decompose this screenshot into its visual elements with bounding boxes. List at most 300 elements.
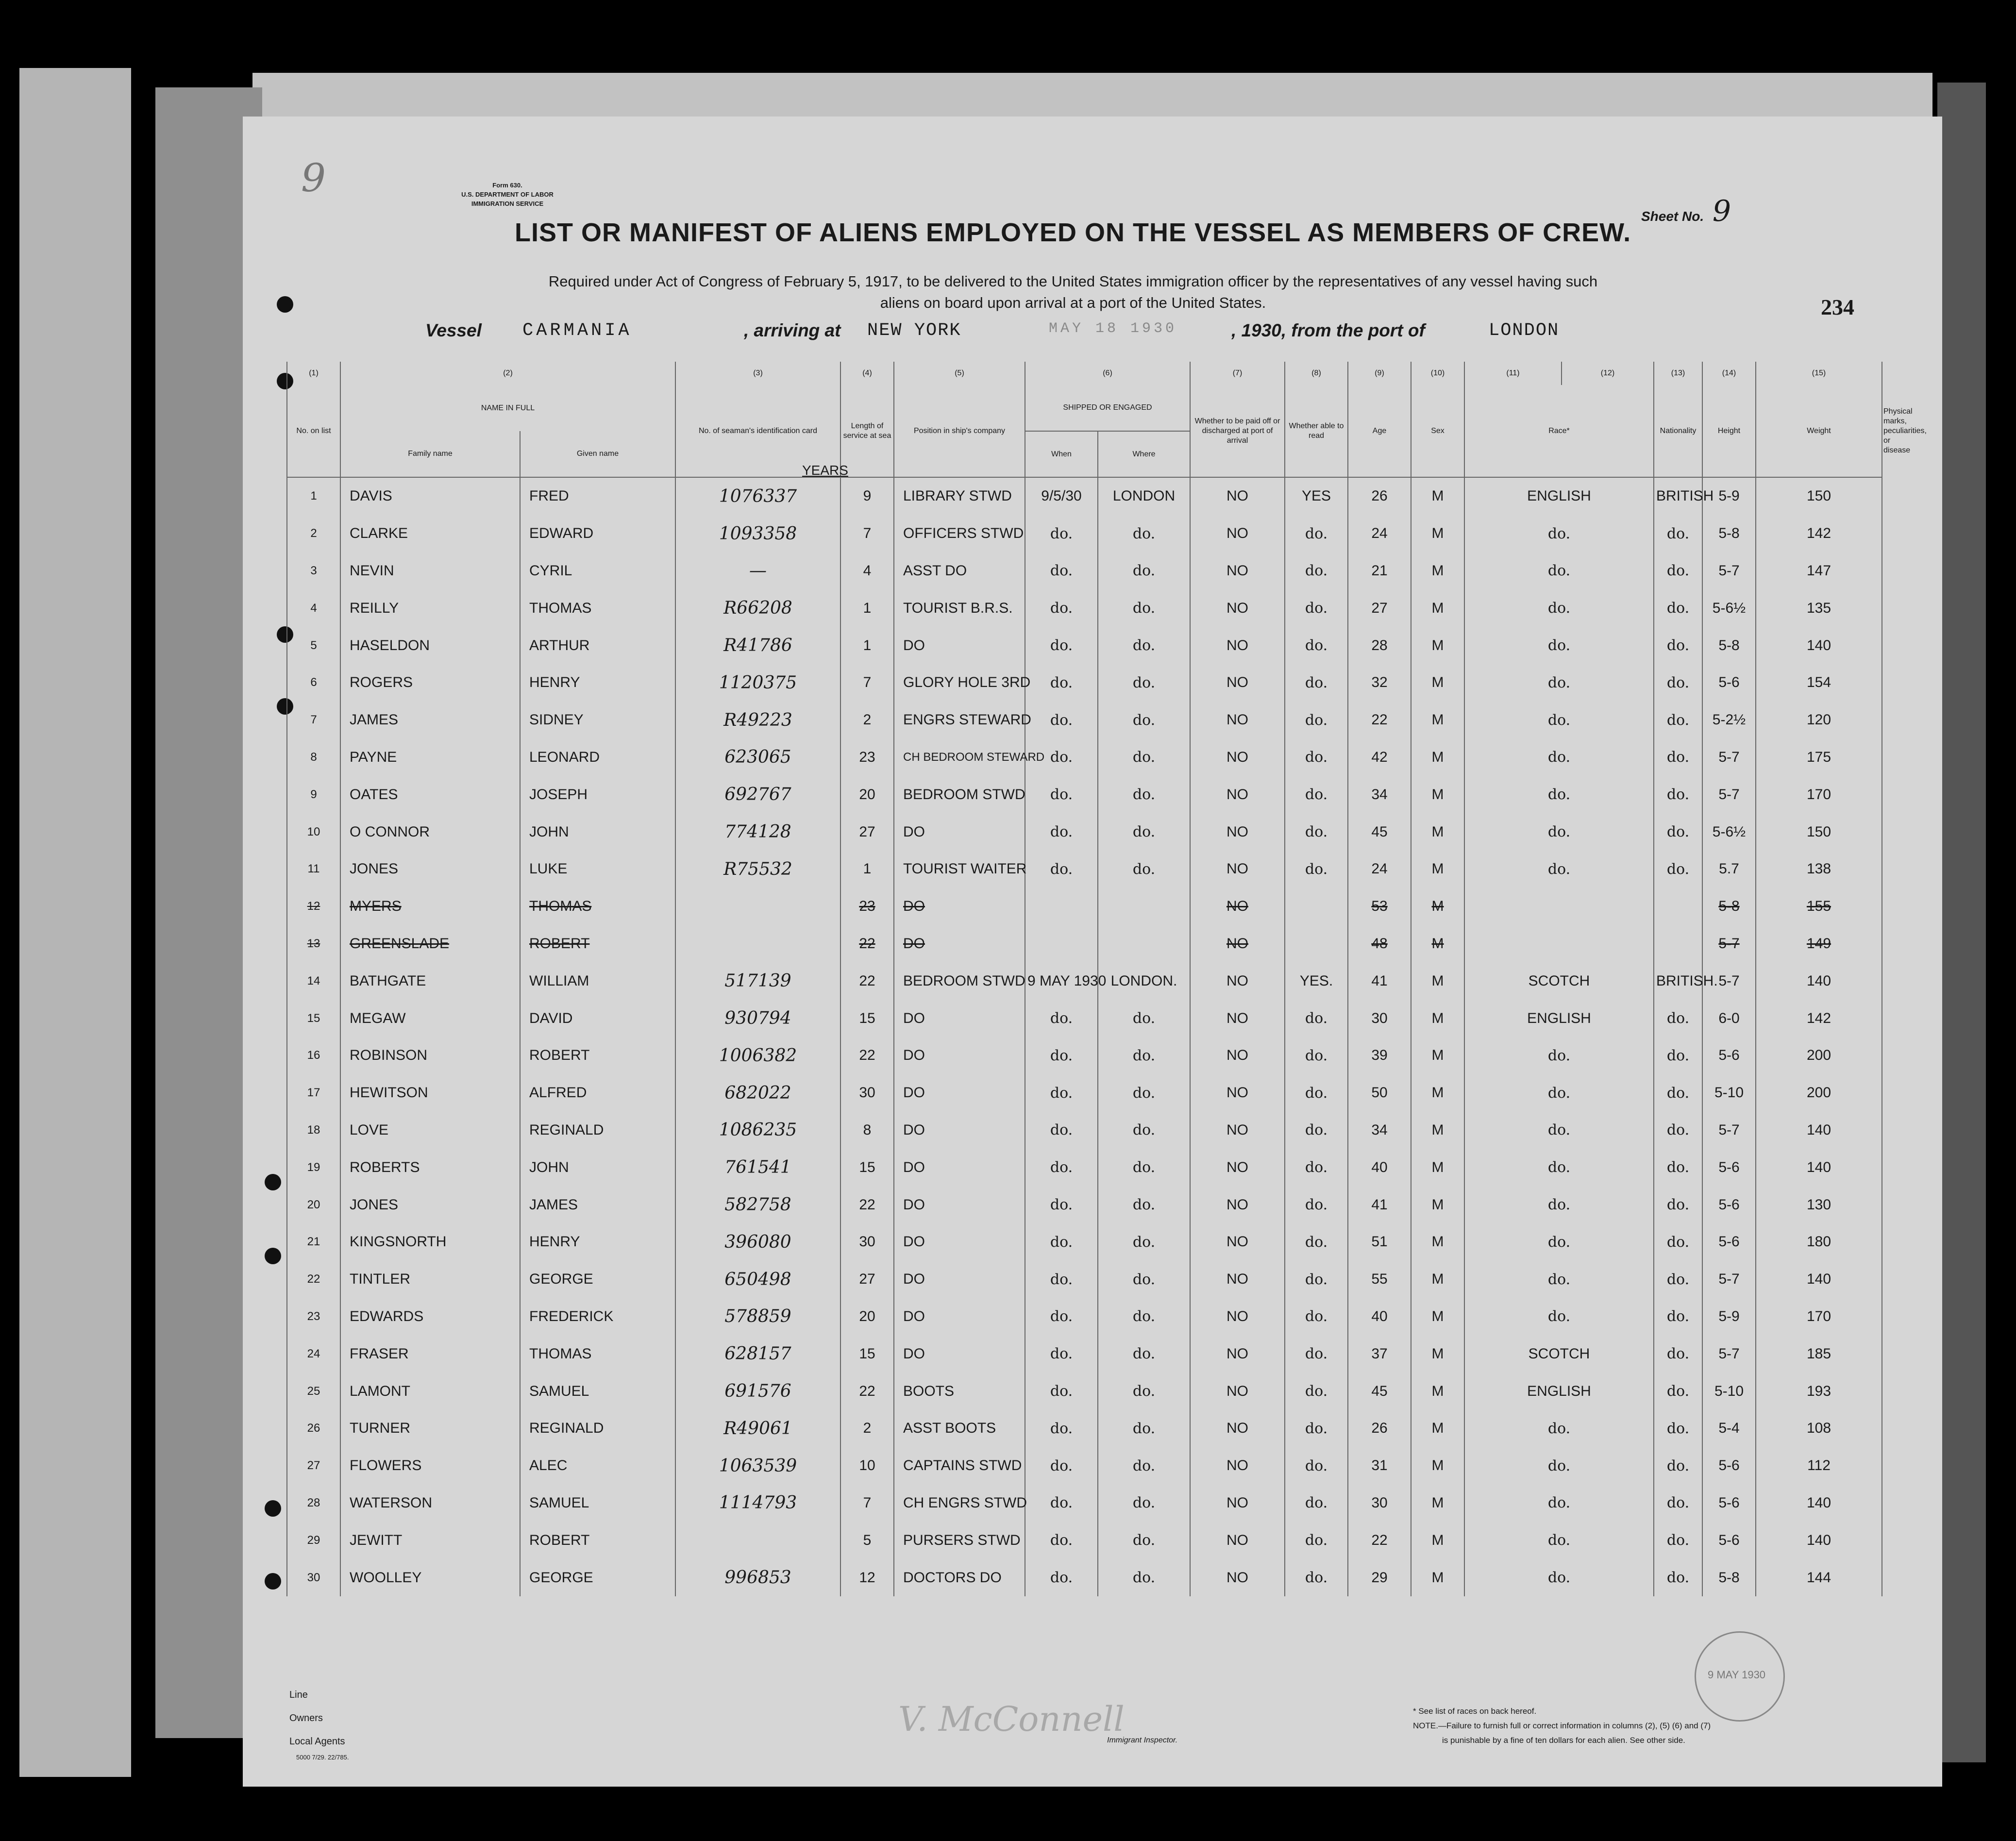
cell-row-number: 2 bbox=[287, 515, 340, 552]
cell-seaman-card: 691576 bbox=[675, 1372, 840, 1410]
col-num: (3) bbox=[675, 362, 840, 385]
cell-given-name: EDWARD bbox=[520, 515, 675, 552]
col-num: (8) bbox=[1285, 362, 1348, 385]
cell-race: do. bbox=[1464, 1447, 1654, 1485]
cell-seaman-card: 623065 bbox=[675, 739, 840, 776]
table-row bbox=[287, 664, 1882, 702]
cell-height: 5-6 bbox=[1702, 1522, 1756, 1559]
cell-given-name: FREDERICK bbox=[520, 1298, 675, 1336]
cell-able-read: do. bbox=[1285, 1112, 1348, 1149]
cell-able-read: do. bbox=[1285, 1037, 1348, 1074]
cell-row-number: 15 bbox=[287, 1000, 340, 1037]
cell-shipped-where: do. bbox=[1098, 627, 1190, 664]
cell-able-read: do. bbox=[1285, 813, 1348, 851]
cell-row-number: 10 bbox=[287, 813, 340, 851]
cell-able-read bbox=[1285, 888, 1348, 925]
cell-sex: M bbox=[1411, 552, 1464, 590]
cell-nationality: do. bbox=[1654, 589, 1702, 627]
cell-nationality: do. bbox=[1654, 776, 1702, 813]
cell-able-read: do. bbox=[1285, 1447, 1348, 1485]
cell-family-name: NEVIN bbox=[340, 552, 520, 590]
cell-shipped-where: do. bbox=[1098, 664, 1190, 702]
cell-row-number: 29 bbox=[287, 1522, 340, 1559]
cell-seaman-card: 761541 bbox=[675, 1149, 840, 1186]
crew-manifest-table bbox=[286, 362, 1882, 1596]
cell-seaman-card: 1006382 bbox=[675, 1037, 840, 1074]
form-identification bbox=[427, 181, 588, 208]
cell-height: 5-8 bbox=[1702, 888, 1756, 925]
cell-able-read: do. bbox=[1285, 1186, 1348, 1223]
table-row bbox=[287, 1410, 1882, 1447]
cell-given-name: ARTHUR bbox=[520, 627, 675, 664]
cell-row-number: 30 bbox=[287, 1559, 340, 1596]
cell-race: do. bbox=[1464, 664, 1654, 702]
cell-seaman-card: R41786 bbox=[675, 627, 840, 664]
cell-shipped-when: do. bbox=[1025, 1447, 1098, 1485]
table-row bbox=[287, 515, 1882, 552]
cell-paid-off: NO bbox=[1190, 1372, 1285, 1410]
cell-sex: M bbox=[1411, 925, 1464, 963]
cell-height: 5-7 bbox=[1702, 552, 1756, 590]
cell-family-name: FRASER bbox=[340, 1335, 520, 1372]
cell-family-name: TURNER bbox=[340, 1410, 520, 1447]
cell-shipped-where: do. bbox=[1098, 813, 1190, 851]
cell-family-name: WOOLLEY bbox=[340, 1559, 520, 1596]
cell-service-years: 27 bbox=[840, 813, 894, 851]
header-given-name: Given name bbox=[520, 431, 675, 477]
col-num: (15) bbox=[1756, 362, 1882, 385]
table-row bbox=[287, 1149, 1882, 1186]
year-label: , 1930, from the port of bbox=[1231, 320, 1425, 340]
cell-paid-off: NO bbox=[1190, 925, 1285, 963]
cell-family-name: ROBERTS bbox=[340, 1149, 520, 1186]
cell-seaman-card bbox=[675, 925, 840, 963]
cell-service-years: 22 bbox=[840, 925, 894, 963]
cell-service-years: 2 bbox=[840, 702, 894, 739]
cell-seaman-card: R75532 bbox=[675, 851, 840, 888]
cell-paid-off: NO bbox=[1190, 1447, 1285, 1485]
arrival-date-stamp: MAY 18 1930 bbox=[1049, 320, 1177, 337]
cell-service-years: 1 bbox=[840, 851, 894, 888]
cell-given-name: ROBERT bbox=[520, 1037, 675, 1074]
cell-able-read: do. bbox=[1285, 702, 1348, 739]
header-age: Age bbox=[1348, 385, 1411, 477]
cell-age: 50 bbox=[1348, 1074, 1411, 1112]
cell-row-number: 5 bbox=[287, 627, 340, 664]
cell-shipped-when: do. bbox=[1025, 552, 1098, 590]
cell-shipped-when: do. bbox=[1025, 1522, 1098, 1559]
cell-height: 5-7 bbox=[1702, 776, 1756, 813]
cell-shipped-where: do. bbox=[1098, 1485, 1190, 1522]
col-num: (13) bbox=[1654, 362, 1702, 385]
cell-given-name: SAMUEL bbox=[520, 1485, 675, 1522]
cell-shipped-when: do. bbox=[1025, 1223, 1098, 1261]
cell-race bbox=[1464, 925, 1654, 963]
cell-age: 29 bbox=[1348, 1559, 1411, 1596]
cell-age: 22 bbox=[1348, 702, 1411, 739]
cell-position: TOURIST WAITER bbox=[894, 851, 1025, 888]
header-nationality: Nationality bbox=[1654, 385, 1702, 477]
cell-position: DO bbox=[894, 1223, 1025, 1261]
cell-service-years: 1 bbox=[840, 627, 894, 664]
cell-seaman-card bbox=[675, 1522, 840, 1559]
cell-weight: 175 bbox=[1756, 739, 1882, 776]
cell-race: do. bbox=[1464, 1112, 1654, 1149]
cell-shipped-where: do. bbox=[1098, 739, 1190, 776]
cell-shipped-when: do. bbox=[1025, 1037, 1098, 1074]
cell-sex: M bbox=[1411, 1186, 1464, 1223]
header-sex: Sex bbox=[1411, 385, 1464, 477]
vessel-row bbox=[425, 320, 1863, 341]
cell-service-years: 5 bbox=[840, 1522, 894, 1559]
cell-race: do. bbox=[1464, 1186, 1654, 1223]
cell-paid-off: NO bbox=[1190, 739, 1285, 776]
cell-shipped-where: do. bbox=[1098, 1074, 1190, 1112]
cell-weight: 112 bbox=[1756, 1447, 1882, 1485]
cell-row-number: 18 bbox=[287, 1112, 340, 1149]
cell-nationality: do. bbox=[1654, 1149, 1702, 1186]
cell-nationality: do. bbox=[1654, 851, 1702, 888]
cell-paid-off: NO bbox=[1190, 1522, 1285, 1559]
cell-able-read: do. bbox=[1285, 1522, 1348, 1559]
cell-age: 42 bbox=[1348, 739, 1411, 776]
cell-height: 6-0 bbox=[1702, 1000, 1756, 1037]
cell-nationality: do. bbox=[1654, 702, 1702, 739]
cell-service-years: 7 bbox=[840, 515, 894, 552]
cell-race: do. bbox=[1464, 1074, 1654, 1112]
table-row bbox=[287, 776, 1882, 813]
cell-able-read: do. bbox=[1285, 1149, 1348, 1186]
cell-shipped-when: 9 MAY 1930 bbox=[1025, 962, 1098, 1000]
cell-given-name: LEONARD bbox=[520, 739, 675, 776]
cell-race: do. bbox=[1464, 1485, 1654, 1522]
cell-height: 5-8 bbox=[1702, 515, 1756, 552]
cell-shipped-when: 9/5/30 bbox=[1025, 477, 1098, 515]
cell-row-number: 16 bbox=[287, 1037, 340, 1074]
cell-shipped-when: do. bbox=[1025, 813, 1098, 851]
cell-shipped-when: do. bbox=[1025, 739, 1098, 776]
cell-race: ENGLISH bbox=[1464, 1000, 1654, 1037]
cell-sex: M bbox=[1411, 1410, 1464, 1447]
cell-nationality: do. bbox=[1654, 515, 1702, 552]
cell-height: 5-6 bbox=[1702, 1037, 1756, 1074]
cell-paid-off: NO bbox=[1190, 813, 1285, 851]
department-name: U.S. DEPARTMENT OF LABOR bbox=[461, 191, 554, 198]
table-row bbox=[287, 1485, 1882, 1522]
cell-given-name: THOMAS bbox=[520, 888, 675, 925]
cell-service-years: 20 bbox=[840, 1298, 894, 1336]
cell-age: 30 bbox=[1348, 1485, 1411, 1522]
cell-shipped-where: LONDON bbox=[1098, 477, 1190, 515]
cell-shipped-where: do. bbox=[1098, 1298, 1190, 1336]
cell-given-name: DAVID bbox=[520, 1000, 675, 1037]
col-num: (14) bbox=[1702, 362, 1756, 385]
cell-nationality: do. bbox=[1654, 1298, 1702, 1336]
cell-paid-off: NO bbox=[1190, 664, 1285, 702]
cell-shipped-where: do. bbox=[1098, 552, 1190, 590]
inspector-label: Immigrant Inspector. bbox=[1107, 1736, 1178, 1744]
cell-sex: M bbox=[1411, 1074, 1464, 1112]
cell-shipped-when: do. bbox=[1025, 1485, 1098, 1522]
cell-service-years: 22 bbox=[840, 1372, 894, 1410]
background-paper-left bbox=[19, 68, 131, 1777]
col-num: (6) bbox=[1025, 362, 1190, 385]
cell-sex: M bbox=[1411, 1149, 1464, 1186]
cell-position: ASST DO bbox=[894, 552, 1025, 590]
header-able-read: Whether able to read bbox=[1285, 385, 1348, 477]
cell-service-years: 22 bbox=[840, 1037, 894, 1074]
manifest-subtitle bbox=[408, 271, 1738, 314]
cell-race: do. bbox=[1464, 1037, 1654, 1074]
vessel-label: Vessel bbox=[425, 320, 482, 340]
table-row bbox=[287, 1112, 1882, 1149]
cell-weight: 154 bbox=[1756, 664, 1882, 702]
header-race: Race* bbox=[1464, 385, 1654, 477]
cell-paid-off: NO bbox=[1190, 1261, 1285, 1298]
cell-shipped-where: do. bbox=[1098, 1559, 1190, 1596]
cell-seaman-card: R66208 bbox=[675, 589, 840, 627]
cell-shipped-when: do. bbox=[1025, 702, 1098, 739]
cell-paid-off: NO bbox=[1190, 776, 1285, 813]
cell-shipped-when: do. bbox=[1025, 1261, 1098, 1298]
cell-height: 5-6 bbox=[1702, 664, 1756, 702]
cell-able-read: YES. bbox=[1285, 962, 1348, 1000]
cell-race: do. bbox=[1464, 1559, 1654, 1596]
cell-able-read: do. bbox=[1285, 664, 1348, 702]
cell-given-name: JAMES bbox=[520, 1186, 675, 1223]
cell-row-number: 14 bbox=[287, 962, 340, 1000]
cell-paid-off: NO bbox=[1190, 477, 1285, 515]
cell-weight: 142 bbox=[1756, 1000, 1882, 1037]
cell-family-name: TINTLER bbox=[340, 1261, 520, 1298]
cell-shipped-when: do. bbox=[1025, 1000, 1098, 1037]
sheet-number: 9 bbox=[1712, 194, 1731, 228]
cell-seaman-card: 396080 bbox=[675, 1223, 840, 1261]
cell-paid-off: NO bbox=[1190, 1037, 1285, 1074]
cell-position: DO bbox=[894, 888, 1025, 925]
table-row bbox=[287, 813, 1882, 851]
header-no-on-list: No. on list bbox=[287, 385, 340, 477]
cell-row-number: 7 bbox=[287, 702, 340, 739]
cell-race: do. bbox=[1464, 1223, 1654, 1261]
cell-weight: 155 bbox=[1756, 888, 1882, 925]
cell-nationality: do. bbox=[1654, 1372, 1702, 1410]
stamp-date: 9 MAY 1930 bbox=[1708, 1669, 1766, 1681]
cell-nationality: do. bbox=[1654, 1522, 1702, 1559]
cell-age: 22 bbox=[1348, 1522, 1411, 1559]
table-row bbox=[287, 1074, 1882, 1112]
cell-sex: M bbox=[1411, 589, 1464, 627]
cell-sex: M bbox=[1411, 1261, 1464, 1298]
cell-shipped-when: do. bbox=[1025, 851, 1098, 888]
cell-shipped-where: do. bbox=[1098, 1186, 1190, 1223]
header-length-service: Length of service at sea bbox=[840, 385, 894, 477]
cell-seaman-card: 692767 bbox=[675, 776, 840, 813]
cell-paid-off: NO bbox=[1190, 1223, 1285, 1261]
cell-given-name: CYRIL bbox=[520, 552, 675, 590]
col-num: (11) bbox=[1464, 362, 1562, 385]
cell-nationality bbox=[1654, 888, 1702, 925]
inspector-signature: V. McConnell bbox=[898, 1699, 1125, 1739]
cell-family-name: ROBINSON bbox=[340, 1037, 520, 1074]
cell-sex: M bbox=[1411, 515, 1464, 552]
cell-given-name: ALFRED bbox=[520, 1074, 675, 1112]
cell-nationality: do. bbox=[1654, 1112, 1702, 1149]
cell-sex: M bbox=[1411, 888, 1464, 925]
cell-sex: M bbox=[1411, 1000, 1464, 1037]
cell-shipped-where: do. bbox=[1098, 1522, 1190, 1559]
cell-shipped-where: do. bbox=[1098, 702, 1190, 739]
cell-height: 5-6 bbox=[1702, 1149, 1756, 1186]
cell-position: PURSERS STWD bbox=[894, 1522, 1025, 1559]
header-paid-off: Whether to be paid off or discharged at port of arrival bbox=[1190, 385, 1285, 477]
table-row bbox=[287, 1037, 1882, 1074]
cell-row-number: 8 bbox=[287, 739, 340, 776]
cell-shipped-where: do. bbox=[1098, 1410, 1190, 1447]
cell-service-years: 4 bbox=[840, 552, 894, 590]
cell-family-name: O CONNOR bbox=[340, 813, 520, 851]
cell-seaman-card: 582758 bbox=[675, 1186, 840, 1223]
cell-nationality: BRITISH bbox=[1654, 477, 1702, 515]
subtitle-line-2: aliens on board upon arrival at a port of the United States. bbox=[880, 294, 1266, 311]
col-num: (4) bbox=[840, 362, 894, 385]
cell-position: DO bbox=[894, 1298, 1025, 1336]
cell-row-number: 20 bbox=[287, 1186, 340, 1223]
cell-nationality: do. bbox=[1654, 1186, 1702, 1223]
cell-row-number: 11 bbox=[287, 851, 340, 888]
cell-weight: 140 bbox=[1756, 1261, 1882, 1298]
cell-position: DO bbox=[894, 1112, 1025, 1149]
cell-age: 24 bbox=[1348, 851, 1411, 888]
header-name-in-full: NAME IN FULL bbox=[340, 385, 675, 431]
table-row bbox=[287, 1447, 1882, 1485]
footer-line-label: Line bbox=[289, 1690, 308, 1700]
background-paper-right bbox=[1937, 83, 1986, 1762]
footer-agents-label: Local Agents bbox=[289, 1736, 345, 1747]
footer-note-penalty: NOTE.—Failure to furnish full or correct information in columns (2), (5) (6) and (7) bbox=[1413, 1721, 1711, 1730]
cell-nationality: do. bbox=[1654, 1223, 1702, 1261]
cell-sex: M bbox=[1411, 739, 1464, 776]
cell-race: do. bbox=[1464, 1261, 1654, 1298]
cell-height: 5.7 bbox=[1702, 851, 1756, 888]
vessel-name: CARMANIA bbox=[522, 320, 632, 341]
cell-weight: 142 bbox=[1756, 515, 1882, 552]
cell-age: 40 bbox=[1348, 1149, 1411, 1186]
arriving-label: , arriving at bbox=[744, 320, 841, 340]
cell-position: DO bbox=[894, 1186, 1025, 1223]
office-stamp bbox=[1695, 1631, 1785, 1722]
col-num: (10) bbox=[1411, 362, 1464, 385]
cell-seaman-card: 682022 bbox=[675, 1074, 840, 1112]
cell-age: 40 bbox=[1348, 1298, 1411, 1336]
table-row bbox=[287, 888, 1882, 925]
cell-race: do. bbox=[1464, 627, 1654, 664]
cell-shipped-when: do. bbox=[1025, 1372, 1098, 1410]
cell-position: DO bbox=[894, 925, 1025, 963]
header-where: Where bbox=[1098, 431, 1190, 477]
cell-family-name: LAMONT bbox=[340, 1372, 520, 1410]
cell-able-read: do. bbox=[1285, 589, 1348, 627]
cell-height: 5-6 bbox=[1702, 1485, 1756, 1522]
arriving-port: NEW YORK bbox=[867, 320, 961, 341]
cell-seaman-card: 1120375 bbox=[675, 664, 840, 702]
cell-height: 5-7 bbox=[1702, 1112, 1756, 1149]
margin-note: 9 bbox=[301, 155, 326, 201]
cell-nationality: do. bbox=[1654, 1000, 1702, 1037]
cell-able-read: do. bbox=[1285, 1410, 1348, 1447]
cell-race: ENGLISH bbox=[1464, 477, 1654, 515]
cell-position: BEDROOM STWD bbox=[894, 776, 1025, 813]
header-shipped: SHIPPED OR ENGAGED bbox=[1025, 385, 1190, 431]
table-row bbox=[287, 1335, 1882, 1372]
cell-age: 41 bbox=[1348, 1186, 1411, 1223]
cell-family-name: EDWARDS bbox=[340, 1298, 520, 1336]
cell-shipped-when bbox=[1025, 888, 1098, 925]
table-row bbox=[287, 627, 1882, 664]
cell-service-years: 1 bbox=[840, 589, 894, 627]
col-num: (1) bbox=[287, 362, 340, 385]
cell-position: DO bbox=[894, 1261, 1025, 1298]
sheet-label: Sheet No. bbox=[1641, 209, 1704, 224]
footer-notes bbox=[1413, 1704, 1711, 1748]
cell-row-number: 3 bbox=[287, 552, 340, 590]
footer-print-code: 5000 7/29. 22/785. bbox=[296, 1754, 349, 1761]
cell-family-name: JAMES bbox=[340, 702, 520, 739]
cell-given-name: THOMAS bbox=[520, 1335, 675, 1372]
cell-paid-off: NO bbox=[1190, 1298, 1285, 1336]
table-row bbox=[287, 589, 1882, 627]
cell-shipped-where: do. bbox=[1098, 1037, 1190, 1074]
cell-sex: M bbox=[1411, 627, 1464, 664]
punch-hole bbox=[265, 1174, 281, 1190]
cell-nationality: do. bbox=[1654, 739, 1702, 776]
cell-sex: M bbox=[1411, 664, 1464, 702]
cell-row-number: 19 bbox=[287, 1149, 340, 1186]
cell-shipped-when: do. bbox=[1025, 1186, 1098, 1223]
cell-paid-off: NO bbox=[1190, 589, 1285, 627]
cell-service-years: 8 bbox=[840, 1112, 894, 1149]
cell-weight: 138 bbox=[1756, 851, 1882, 888]
cell-service-years: 22 bbox=[840, 1186, 894, 1223]
cell-family-name: FLOWERS bbox=[340, 1447, 520, 1485]
cell-height: 5-6 bbox=[1702, 1447, 1756, 1485]
cell-height: 5-10 bbox=[1702, 1074, 1756, 1112]
cell-family-name: MYERS bbox=[340, 888, 520, 925]
cell-height: 5-7 bbox=[1702, 1261, 1756, 1298]
cell-shipped-where: do. bbox=[1098, 776, 1190, 813]
cell-shipped-when: do. bbox=[1025, 627, 1098, 664]
cell-paid-off: NO bbox=[1190, 1074, 1285, 1112]
cell-seaman-card: 517139 bbox=[675, 962, 840, 1000]
cell-nationality: do. bbox=[1654, 1037, 1702, 1074]
cell-family-name: MEGAW bbox=[340, 1000, 520, 1037]
cell-row-number: 12 bbox=[287, 888, 340, 925]
column-header-row bbox=[287, 385, 1882, 431]
cell-able-read: do. bbox=[1285, 1000, 1348, 1037]
cell-height: 5-6½ bbox=[1702, 589, 1756, 627]
cell-shipped-where: do. bbox=[1098, 1447, 1190, 1485]
cell-nationality: do. bbox=[1654, 1074, 1702, 1112]
cell-seaman-card: 1086235 bbox=[675, 1112, 840, 1149]
page-number: 234 bbox=[1821, 295, 1854, 319]
cell-race: SCOTCH bbox=[1464, 1335, 1654, 1372]
cell-weight: 150 bbox=[1756, 477, 1882, 515]
cell-weight: 200 bbox=[1756, 1037, 1882, 1074]
cell-seaman-card: R49223 bbox=[675, 702, 840, 739]
cell-age: 53 bbox=[1348, 888, 1411, 925]
cell-weight: 108 bbox=[1756, 1410, 1882, 1447]
cell-service-years: 2 bbox=[840, 1410, 894, 1447]
